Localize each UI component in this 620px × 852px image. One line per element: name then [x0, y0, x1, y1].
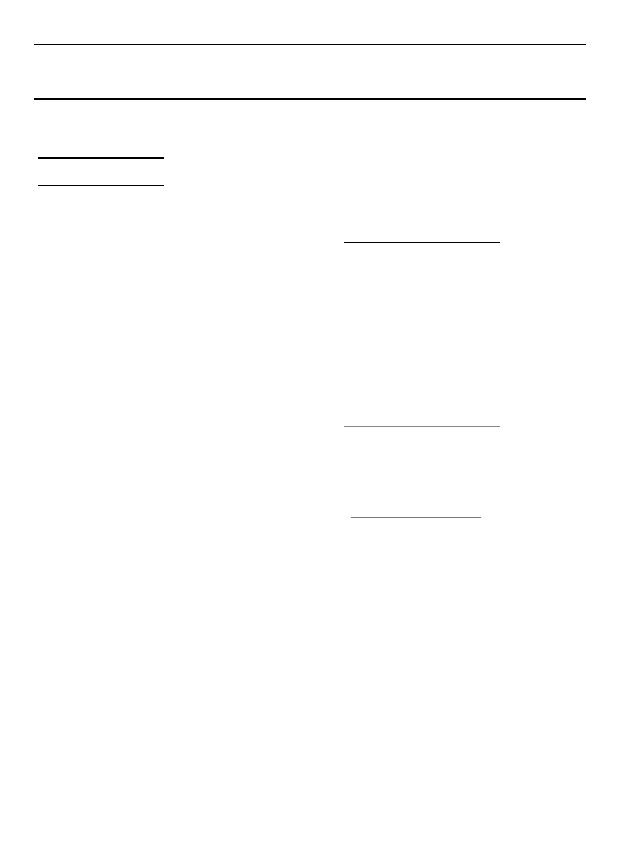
- column-header: [38, 161, 94, 185]
- column-header: [140, 161, 164, 185]
- header-rule: [34, 44, 586, 45]
- chart-source: [344, 426, 500, 428]
- column-header: [94, 161, 140, 185]
- ibi-table: [38, 161, 164, 186]
- chart-title: [344, 241, 500, 243]
- table-top-rule: [38, 157, 164, 159]
- section-rule: [34, 98, 586, 100]
- article-column-1: [178, 313, 339, 315]
- inmuebles-chart: [344, 265, 502, 423]
- pullquote-divider: [351, 517, 481, 518]
